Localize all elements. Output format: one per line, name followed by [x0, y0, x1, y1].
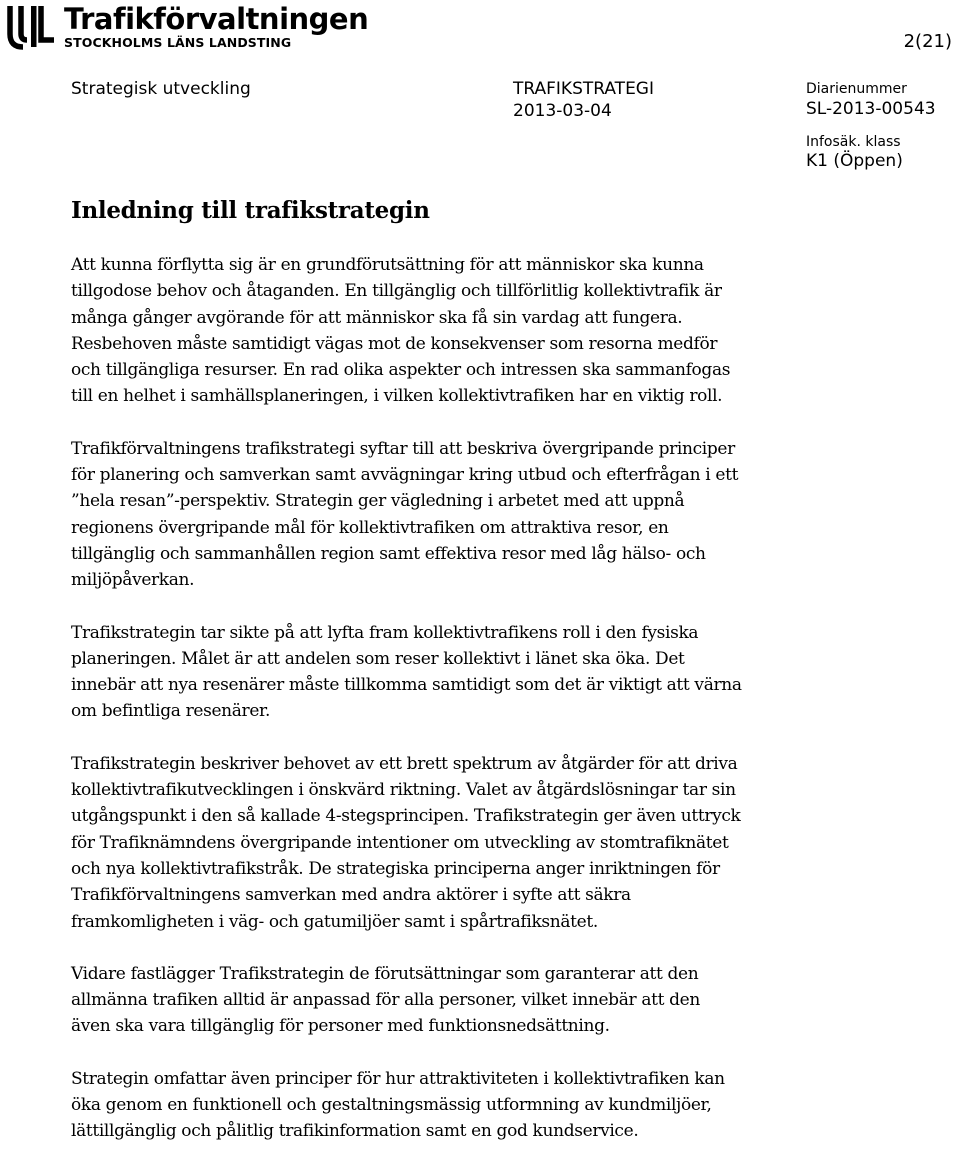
- text-line: Trafikförvaltningens samverkan med andra aktörer i syfte att säkra: [71, 885, 631, 906]
- document-type: TRAFIKSTRATEGI: [513, 79, 654, 99]
- text-line: Vidare fastlägger Trafikstrategin de förutsättningar som garanterar att den: [71, 963, 699, 984]
- security-class-value: K1 (Öppen): [806, 151, 903, 171]
- department: Strategisk utveckling: [71, 79, 251, 99]
- text-line: Trafikstrategin tar sikte på att lyfta fram kollektivtrafikens roll i den fysiska: [71, 622, 699, 643]
- text-line: många gånger avgörande för att människor ska få sin vardag att fungera.: [71, 307, 683, 328]
- text-line: öka genom en funktionell och gestaltningsmässig utformning av kundmiljöer,: [71, 1095, 712, 1116]
- text-line: Trafikförvaltningens trafikstrategi syftar till att beskriva övergripande principer: [71, 438, 735, 459]
- text-line: innebär att nya resenärer måste tillkomma samtidigt som det är viktigt att värna: [71, 675, 742, 696]
- text-line: tillgodose behov och åtaganden. En tillgänglig och tillförlitlig kollektivtrafik är: [71, 281, 722, 302]
- text-line: tillgänglig och sammanhållen region samt effektiva resor med låg hälso- och: [71, 543, 706, 564]
- document-date: 2013-03-04: [513, 101, 612, 121]
- registration-label: Diarienummer: [806, 81, 907, 97]
- body-text: [71, 252, 831, 1171]
- organization-logo: [0, 0, 369, 56]
- registration-number: SL-2013-00543: [806, 99, 936, 119]
- text-line: och tillgängliga resurser. En rad olika aspekter och intressen ska sammanfogas: [71, 360, 731, 381]
- security-class-label: Infosäk. klass: [806, 134, 901, 150]
- text-line: och nya kollektivtrafikstråk. De strategiska principerna anger inriktningen för: [71, 858, 720, 879]
- page-number: 2(21): [903, 31, 952, 52]
- text-line: framkomligheten i väg- och gatumiljöer samt i spårtrafiksnätet.: [71, 911, 598, 932]
- paragraph: [71, 620, 831, 725]
- text-line: planeringen. Målet är att andelen som reser kollektivt i länet ska öka. Det: [71, 648, 685, 669]
- text-line: lättillgänglig och pålitlig trafikinformation samt en god kundservice.: [71, 1121, 639, 1142]
- paragraph: [71, 751, 831, 935]
- text-line: Resbehoven måste samtidigt vägas mot de konsekvenser som resorna medför: [71, 333, 718, 354]
- text-line: kollektivtrafikutvecklingen i önskvärd riktning. Valet av åtgärdslösningar tar sin: [71, 780, 736, 801]
- org-name: Trafikförvaltningen: [64, 2, 369, 36]
- text-line: allmänna trafiken alltid är anpassad för alla personer, vilket innebär att den: [71, 990, 700, 1011]
- text-line: för planering och samverkan samt avvägningar kring utbud och efterfrågan i ett: [71, 465, 739, 486]
- section-heading: Inledning till trafikstrategin: [71, 197, 430, 224]
- text-line: miljöpåverkan.: [71, 570, 195, 591]
- text-line: till en helhet i samhällsplaneringen, i vilken kollektivtrafiken har en viktig roll.: [71, 386, 723, 407]
- paragraph: [71, 961, 831, 1040]
- text-line: Strategin omfattar även principer för hur attraktiviteten i kollektivtrafiken kan: [71, 1068, 725, 1089]
- text-line: Att kunna förflytta sig är en grundförutsättning för att människor ska kunna: [71, 255, 704, 275]
- paragraph: [71, 252, 831, 410]
- text-line: Trafikstrategin beskriver behovet av ett brett spektrum av åtgärder för att driva: [71, 753, 738, 774]
- text-line: ”hela resan”-perspektiv. Strategin ger vägledning i arbetet med att uppnå: [71, 491, 685, 512]
- paragraph: [71, 1066, 831, 1145]
- text-line: utgångspunkt i den så kallade 4-stegsprincipen. Trafikstrategin ger även uttryck: [71, 806, 741, 827]
- text-line: även ska vara tillgänglig för personer med funktionsnedsättning.: [71, 1016, 610, 1037]
- text-line: regionens övergripande mål för kollektivtrafiken om attraktiva resor, en: [71, 517, 669, 538]
- sll-logo-mark-icon: [4, 4, 56, 50]
- paragraph: [71, 436, 831, 594]
- text-line: om befintliga resenärer.: [71, 701, 271, 722]
- org-subtitle: STOCKHOLMS LÄNS LANDSTING: [64, 35, 292, 50]
- text-line: för Trafiknämndens övergripande intentioner om utveckling av stomtrafiknätet: [71, 832, 729, 853]
